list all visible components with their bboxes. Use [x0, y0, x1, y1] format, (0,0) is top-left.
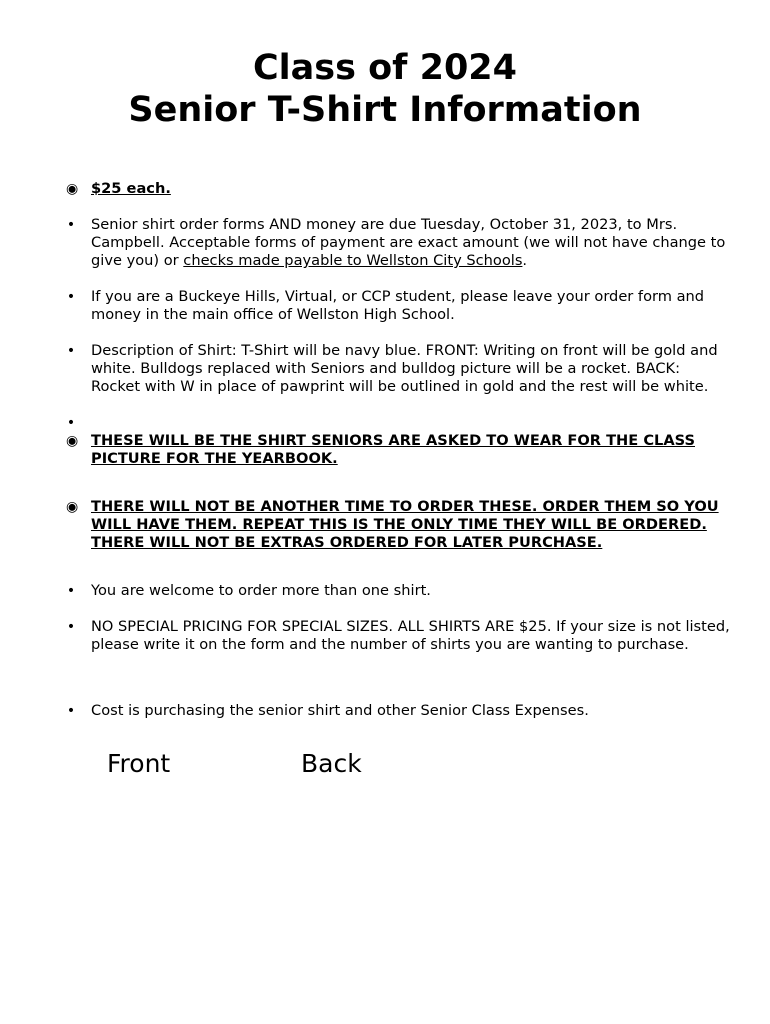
bullet-icon: • — [66, 217, 76, 233]
only-time-text: THERE WILL NOT BE ANOTHER TIME TO ORDER THESE. ORDER THEM SO YOU WILL HAVE THEM. REPEAT THIS IS THE ONLY TIME THEY WILL BE ORDERED. THERE WILL NOT BE EXTRAS ORDERED FOR LATER PURCHASE. — [91, 498, 719, 551]
bullet-icon: • — [66, 289, 76, 305]
cost-text: Cost is purchasing the senior shirt and other Senior Class Expenses. — [91, 702, 589, 719]
bullet-icon: • — [66, 619, 76, 635]
list-item-more — [66, 582, 731, 600]
list-item-picture — [66, 432, 731, 468]
bullet-icon: • — [66, 703, 76, 719]
back-label: Back — [301, 749, 362, 778]
bullet-icon: • — [66, 343, 76, 359]
list-item-remote — [66, 288, 731, 324]
list-item-due — [66, 216, 731, 270]
description-text: Description of Shirt: T-Shirt will be navy blue. FRONT: Writing on front will be gold and white. Bulldogs replaced with Seniors and bulldog picture will be a rocket. BACK: Rocket with W in place of pawprint will be outlined in gold and the rest will be white. — [91, 342, 718, 395]
list-item-price — [66, 180, 731, 198]
list-item-pricing — [66, 618, 731, 654]
picture-text: THESE WILL BE THE SHIRT SENIORS ARE ASKED TO WEAR FOR THE CLASS PICTURE FOR THE YEARBOOK. — [91, 432, 695, 467]
price-text: $25 each. — [91, 180, 171, 197]
payable-text: checks made payable to Wellston City Schools — [183, 252, 523, 269]
remote-text: If you are a Buckeye Hills, Virtual, or CCP student, please leave your order form and money in the main office of Wellston High School. — [91, 288, 705, 323]
due-end-text: . — [522, 252, 528, 269]
bullet-icon: ◉ — [66, 181, 79, 197]
bullet-icon: • — [66, 583, 76, 599]
front-label: Front — [107, 749, 171, 778]
list-item-description — [66, 342, 731, 396]
pricing-text: NO SPECIAL PRICING FOR SPECIAL SIZES. ALL SHIRTS ARE $25. If your size is not listed, please write it on the form and the number of shirts you are wanting to purchase. — [91, 618, 730, 653]
bullet-icon: • — [66, 415, 76, 431]
bullet-icon: ◉ — [66, 499, 79, 515]
bullet-icon: ◉ — [66, 433, 79, 449]
more-text: You are welcome to order more than one shirt. — [91, 582, 431, 599]
list-item-cost — [66, 702, 731, 720]
title-line-1: Class of 2024 — [252, 48, 518, 88]
list-item-only-time — [66, 498, 731, 552]
title-line-2: Senior T-Shirt Information — [128, 90, 642, 130]
due-text: Senior shirt order forms AND money are due Tuesday, October 31, 2023, to Mrs. Campbell. Acceptable forms of payment are exact amount (we will not have change to give you) or — [91, 216, 726, 269]
